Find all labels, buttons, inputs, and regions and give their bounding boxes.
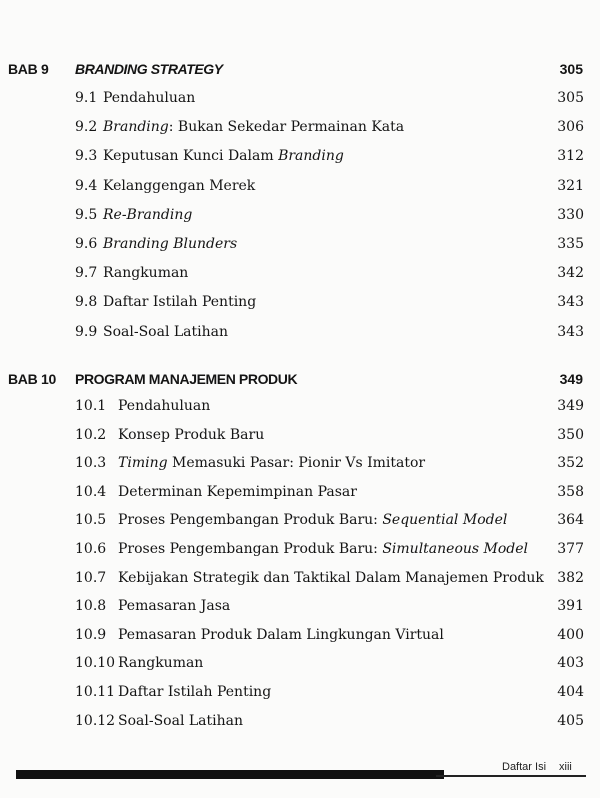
entry-title-part: Re-Branding — [103, 207, 193, 223]
entry-number: 10.12 — [75, 713, 116, 729]
entry-number: 9.4 — [75, 178, 98, 194]
entry-title-part: Kebijakan Strategik dan Taktikal Dalam Manajemen Produk — [118, 570, 544, 586]
entry-number: 10.6 — [75, 541, 107, 557]
entry-title-part: Memasuki Pasar: Pionir Vs Imitator — [167, 455, 426, 471]
footer-section-name: Daftar Isi — [502, 761, 547, 773]
chapter-page: 305 — [559, 61, 583, 77]
entry-page: 306 — [557, 119, 584, 135]
chapter-heading[interactable] — [0, 61, 600, 85]
entry-title — [103, 294, 256, 310]
entry-title-part: Keputusan Kunci Dalam — [103, 148, 279, 164]
toc-entry[interactable] — [0, 398, 600, 420]
entry-title-part: Pendahuluan — [103, 90, 196, 106]
toc-entry[interactable] — [0, 178, 600, 200]
toc-entry[interactable] — [0, 119, 600, 141]
chapter-title: BRANDING STRATEGY — [75, 61, 223, 77]
entry-page: 343 — [557, 294, 584, 310]
toc-entry[interactable] — [0, 90, 600, 112]
entry-title — [118, 398, 210, 414]
entry-title-part: Proses Pengembangan Produk Baru: — [118, 512, 383, 528]
toc-entry[interactable] — [0, 512, 600, 534]
entry-title — [103, 90, 195, 106]
entry-title-part: Kelanggengan Merek — [103, 178, 256, 194]
entry-title-part: Soal-Soal Latihan — [118, 713, 243, 729]
entry-number: 9.1 — [75, 90, 98, 106]
toc-entry[interactable] — [0, 294, 600, 316]
entry-title — [118, 598, 230, 614]
entry-title — [103, 265, 188, 281]
entry-number: 9.5 — [75, 207, 98, 223]
toc-entry[interactable] — [0, 713, 600, 735]
entry-page: 358 — [557, 484, 584, 500]
entry-page: 405 — [557, 713, 584, 729]
entry-title — [118, 512, 507, 528]
entry-page: 400 — [557, 627, 584, 643]
entry-title-part: Sequential Model — [382, 512, 508, 528]
entry-title — [118, 655, 203, 671]
toc-entry[interactable] — [0, 541, 600, 563]
entry-number: 10.2 — [75, 427, 107, 443]
footer-rule — [16, 770, 444, 779]
entry-page: 364 — [557, 512, 584, 528]
entry-title-part: Pendahuluan — [118, 398, 211, 414]
entry-title-part: Pemasaran Produk Dalam Lingkungan Virtual — [118, 627, 444, 643]
toc-entry[interactable] — [0, 598, 600, 620]
entry-title-part: : Bukan Sekedar Permainan Kata — [168, 119, 405, 135]
entry-title — [103, 207, 192, 223]
toc-entry[interactable] — [0, 207, 600, 229]
toc-entry[interactable] — [0, 324, 600, 346]
entry-title-part: Rangkuman — [103, 265, 189, 281]
entry-title — [118, 570, 544, 586]
entry-title — [118, 684, 271, 700]
entry-title-part: Branding — [278, 148, 344, 164]
entry-title — [103, 119, 404, 135]
entry-page: 349 — [557, 398, 584, 414]
toc-entry[interactable] — [0, 148, 600, 170]
entry-number: 10.7 — [75, 570, 107, 586]
toc-entry[interactable] — [0, 570, 600, 592]
entry-title-part: Daftar Istilah Penting — [103, 294, 257, 310]
toc-entry[interactable] — [0, 455, 600, 477]
entry-number: 9.2 — [75, 119, 98, 135]
toc-entry[interactable] — [0, 427, 600, 449]
entry-number: 10.5 — [75, 512, 107, 528]
entry-page: 305 — [557, 90, 584, 106]
entry-page: 330 — [557, 207, 584, 223]
entry-number: 10.3 — [75, 455, 107, 471]
chapter-number: BAB 10 — [8, 371, 56, 387]
entry-page: 343 — [557, 324, 584, 340]
chapter-page: 349 — [559, 371, 583, 387]
entry-title — [118, 455, 425, 471]
entry-number: 10.8 — [75, 598, 107, 614]
entry-title — [103, 236, 237, 252]
entry-number: 10.9 — [75, 627, 107, 643]
entry-title — [118, 427, 264, 443]
entry-number: 10.11 — [75, 684, 116, 700]
entry-page: 312 — [557, 148, 584, 164]
entry-title — [103, 178, 255, 194]
entry-number: 9.8 — [75, 294, 98, 310]
toc-entry[interactable] — [0, 655, 600, 677]
entry-number: 10.10 — [75, 655, 116, 671]
entry-page: 342 — [557, 265, 584, 281]
entry-title-part: Simultaneous Model — [382, 541, 529, 557]
toc-entry[interactable] — [0, 627, 600, 649]
chapter-title: PROGRAM MANAJEMEN PRODUK — [75, 371, 298, 387]
entry-page: 391 — [557, 598, 584, 614]
entry-number: 9.3 — [75, 148, 98, 164]
entry-title-part: Pemasaran Jasa — [118, 598, 231, 614]
entry-number: 9.9 — [75, 324, 98, 340]
chapter-number: BAB 9 — [8, 61, 49, 77]
toc-entry[interactable] — [0, 236, 600, 258]
entry-page: 377 — [557, 541, 584, 557]
entry-title — [118, 627, 444, 643]
footer-page-number: xiii — [559, 761, 572, 773]
entry-number: 9.7 — [75, 265, 98, 281]
entry-title — [118, 484, 357, 500]
chapter-heading[interactable] — [0, 371, 600, 395]
entry-number: 9.6 — [75, 236, 98, 252]
entry-title-part: Konsep Produk Baru — [118, 427, 265, 443]
entry-title-part: Soal-Soal Latihan — [103, 324, 228, 340]
entry-title — [118, 713, 243, 729]
toc-entry[interactable] — [0, 484, 600, 506]
entry-title-part: Branding — [103, 119, 169, 135]
entry-page: 404 — [557, 684, 584, 700]
entry-title-part: Proses Pengembangan Produk Baru: — [118, 541, 383, 557]
entry-title-part: Daftar Istilah Penting — [118, 684, 272, 700]
entry-title-part: Timing — [118, 455, 168, 471]
entry-page: 382 — [557, 570, 584, 586]
entry-number: 10.1 — [75, 398, 107, 414]
entry-title-part: Rangkuman — [118, 655, 204, 671]
toc-entry[interactable] — [0, 265, 600, 287]
entry-page: 321 — [557, 178, 584, 194]
entry-title — [118, 541, 528, 557]
entry-title — [103, 324, 228, 340]
entry-title-part: Branding Blunders — [103, 236, 238, 252]
entry-title-part: Determinan Kepemimpinan Pasar — [118, 484, 357, 500]
entry-title — [103, 148, 344, 164]
entry-page: 350 — [557, 427, 584, 443]
entry-page: 352 — [557, 455, 584, 471]
entry-page: 403 — [557, 655, 584, 671]
toc-entry[interactable] — [0, 684, 600, 706]
entry-page: 335 — [557, 236, 584, 252]
entry-number: 10.4 — [75, 484, 107, 500]
